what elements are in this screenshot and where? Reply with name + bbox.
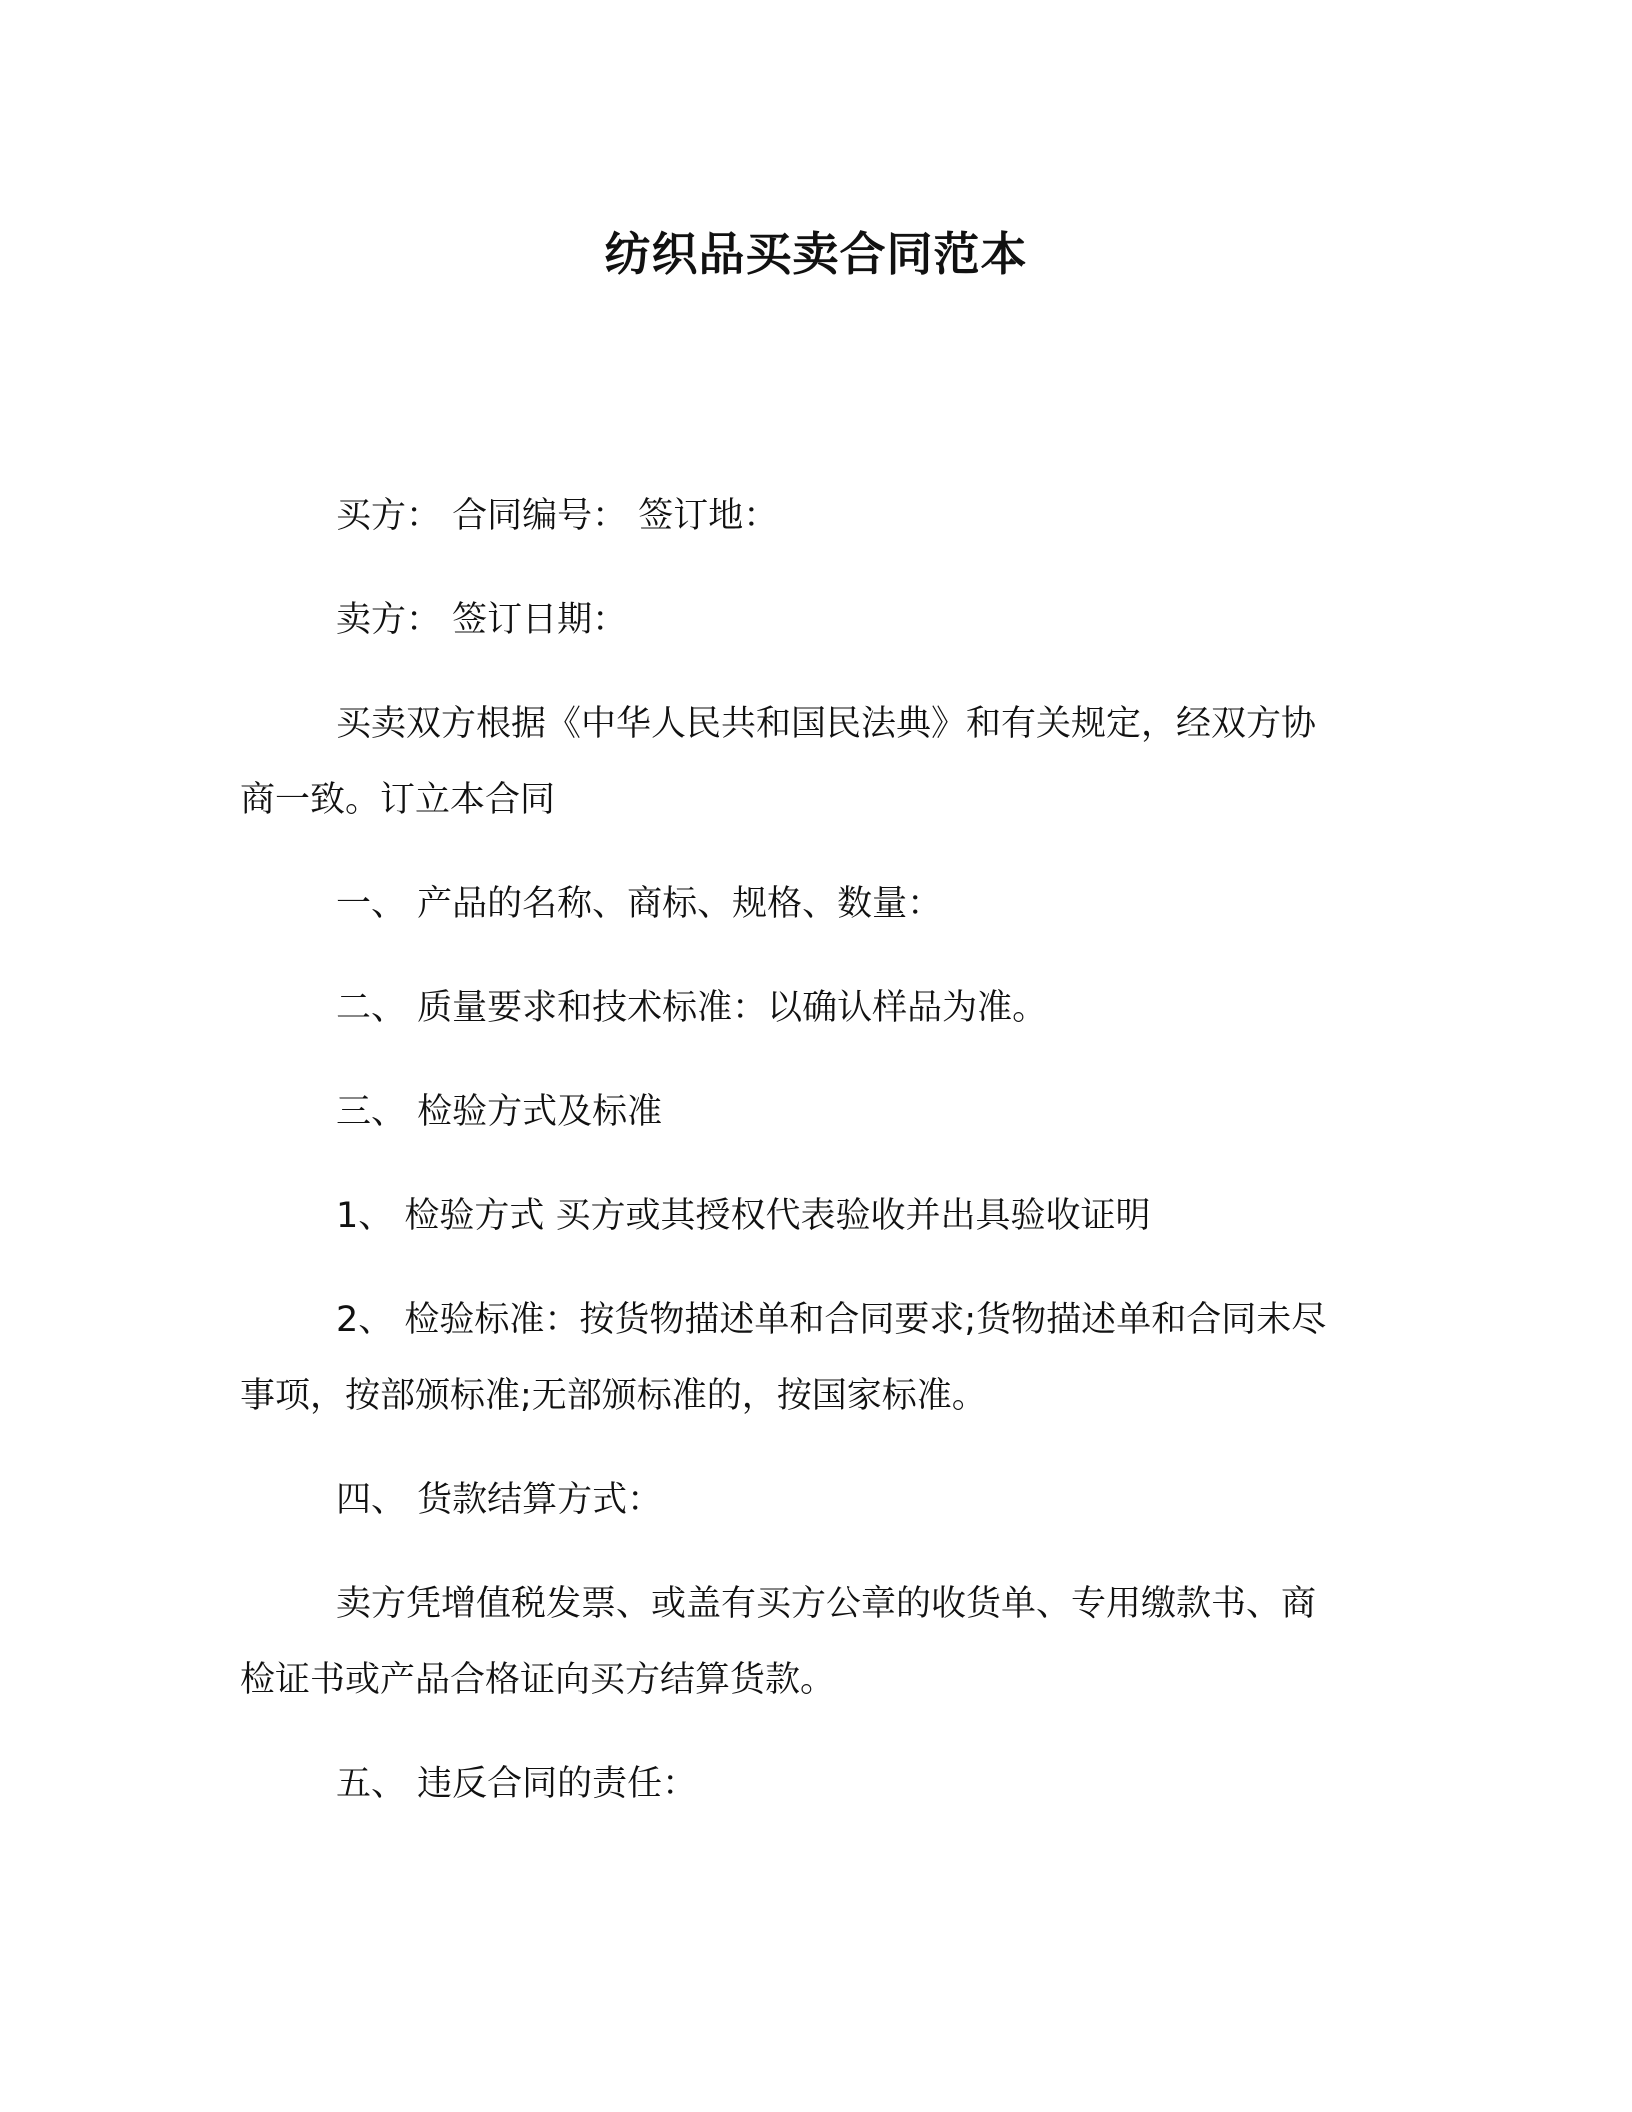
preamble-line-1: 买卖双方根据《中华人民共和国民法典》和有关规定，经双方协 — [336, 704, 1317, 744]
clause-2-heading: 二、 质量要求和技术标准：以确认样品为准。 — [336, 988, 1048, 1028]
preamble-line-2: 商一致。订立本合同 — [240, 780, 556, 820]
clause-3-item-2-line-2: 事项，按部颁标准;无部颁标准的，按国家标准。 — [240, 1376, 987, 1416]
clause-3-item-2-line-1: 2、 检验标准：按货物描述单和合同要求;货物描述单和合同未尽 — [336, 1300, 1327, 1340]
buyer-line: 买方： 合同编号： 签订地： — [336, 496, 779, 536]
clause-4-text-line-2: 检证书或产品合格证向买方结算货款。 — [240, 1660, 836, 1700]
document-title: 纺织品买卖合同范本 — [604, 227, 1028, 281]
clause-4-text-line-1: 卖方凭增值税发票、或盖有买方公章的收货单、专用缴款书、商 — [336, 1584, 1317, 1624]
seller-line: 卖方： 签订日期： — [336, 600, 628, 640]
clause-3-item-1: 1、 检验方式 买方或其授权代表验收并出具验收证明 — [336, 1196, 1151, 1236]
clause-4-heading: 四、 货款结算方式： — [336, 1480, 663, 1520]
clause-5-heading: 五、 违反合同的责任： — [336, 1764, 698, 1804]
clause-1-heading: 一、 产品的名称、商标、规格、数量： — [336, 884, 943, 924]
clause-3-heading: 三、 检验方式及标准 — [336, 1092, 663, 1132]
